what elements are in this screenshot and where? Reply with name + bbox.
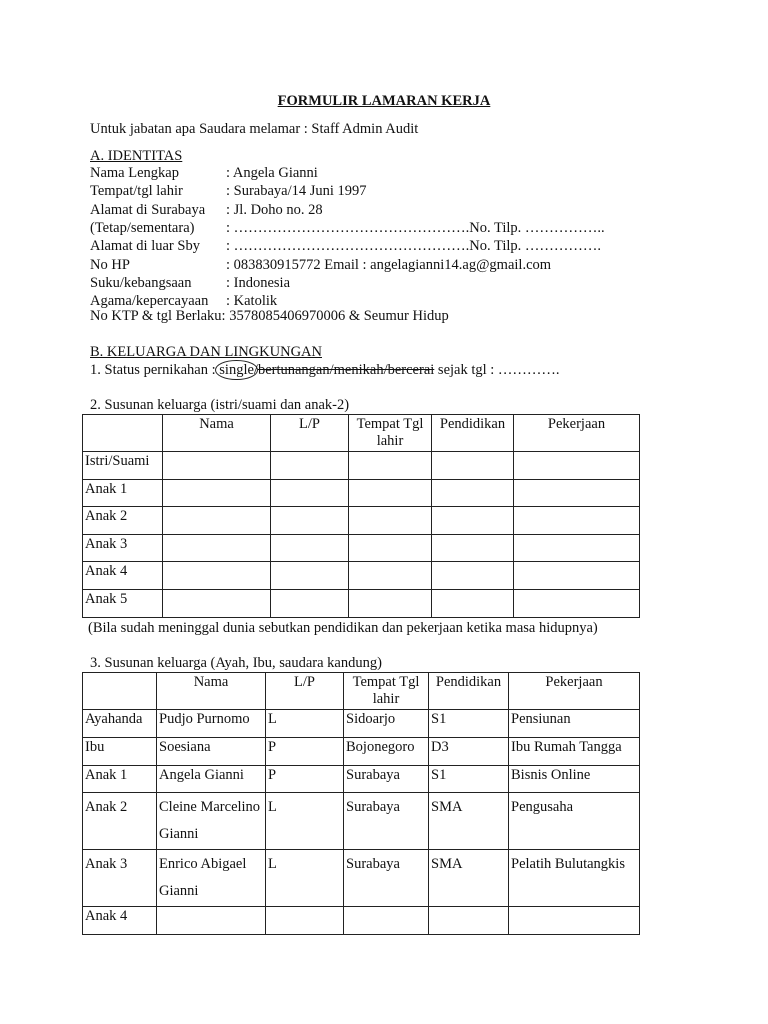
table-cell bbox=[349, 590, 432, 618]
table-cell: D3 bbox=[429, 738, 509, 766]
table-cell bbox=[271, 452, 349, 480]
identity-row bbox=[90, 220, 605, 237]
marital-status-line bbox=[90, 362, 560, 379]
table-cell: Ibu Rumah Tangga bbox=[509, 738, 640, 766]
row-label-cell: Ibu bbox=[83, 738, 157, 766]
identity-value: : Angela Gianni bbox=[226, 165, 318, 181]
table-cell: Angela Gianni bbox=[157, 766, 266, 793]
table-cell bbox=[271, 535, 349, 562]
table-cell bbox=[157, 907, 266, 935]
table-cell: Soesiana bbox=[157, 738, 266, 766]
table-row bbox=[83, 480, 640, 507]
table-cell: Enrico Abigael Gianni bbox=[157, 850, 266, 907]
table-header-cell bbox=[83, 415, 163, 452]
row-label-cell: Anak 5 bbox=[83, 590, 163, 618]
table-cell bbox=[271, 507, 349, 535]
table1-note: (Bila sudah meninggal dunia sebutkan pendidikan dan pekerjaan ketika masa hidupnya) bbox=[88, 620, 598, 636]
identity-label: Suku/kebangsaan bbox=[90, 274, 192, 291]
table-cell bbox=[514, 452, 640, 480]
table-cell bbox=[163, 452, 271, 480]
table-header-cell: Nama bbox=[163, 415, 271, 452]
position-applied-line: Untuk jabatan apa Saudara melamar : Staff Admin Audit bbox=[90, 121, 419, 137]
table-cell bbox=[432, 562, 514, 590]
row-label-cell: Anak 3 bbox=[83, 535, 163, 562]
table-cell: Bojonegoro bbox=[344, 738, 429, 766]
table-header-cell: Nama bbox=[157, 673, 266, 710]
table-cell bbox=[163, 535, 271, 562]
identity-row bbox=[90, 202, 323, 219]
row-label-cell: Istri/Suami bbox=[83, 452, 163, 480]
table-cell bbox=[432, 535, 514, 562]
row-label-cell: Anak 2 bbox=[83, 507, 163, 535]
table-row bbox=[83, 766, 640, 793]
table-cell: P bbox=[266, 738, 344, 766]
identity-value: : 083830915772 Email : angelagianni14.ag@gmail.com bbox=[226, 256, 552, 273]
row-label-cell: Ayahanda bbox=[83, 710, 157, 738]
identity-value: : Jl. Doho no. 28 bbox=[226, 201, 323, 218]
table-cell: L bbox=[266, 710, 344, 738]
table-cell bbox=[432, 507, 514, 535]
status-prefix: 1. Status pernikahan : bbox=[90, 362, 220, 378]
identity-value: : Indonesia bbox=[226, 274, 291, 291]
table-header-cell: Pendidikan bbox=[429, 673, 509, 710]
table-cell bbox=[429, 907, 509, 935]
table-header-cell: Pekerjaan bbox=[514, 415, 640, 452]
identity-row bbox=[90, 183, 367, 200]
table-cell bbox=[349, 535, 432, 562]
identity-label: No HP bbox=[90, 256, 130, 273]
table-row bbox=[83, 710, 640, 738]
table-header-cell bbox=[83, 673, 157, 710]
section-b-heading: B. KELUARGA DAN LINGKUNGAN bbox=[90, 344, 322, 360]
table-row bbox=[83, 452, 640, 480]
identity-row bbox=[90, 165, 318, 182]
table-cell bbox=[266, 907, 344, 935]
table-cell: Pelatih Bulutangkis bbox=[509, 850, 640, 907]
table-cell: Surabaya bbox=[344, 766, 429, 793]
identity-row bbox=[90, 257, 551, 274]
table-header-cell: Tempat Tgl lahir bbox=[349, 415, 432, 452]
table-cell: S1 bbox=[429, 710, 509, 738]
table-cell: Bisnis Online bbox=[509, 766, 640, 793]
identity-label: Alamat di Surabaya bbox=[90, 201, 206, 218]
table-cell bbox=[163, 590, 271, 618]
table-cell bbox=[344, 907, 429, 935]
table-row bbox=[83, 907, 640, 935]
table-cell: P bbox=[266, 766, 344, 793]
table-cell bbox=[514, 562, 640, 590]
status-separator: / bbox=[253, 362, 258, 378]
table-cell: Pensiunan bbox=[509, 710, 640, 738]
table-cell bbox=[349, 480, 432, 507]
table-cell bbox=[349, 562, 432, 590]
table-cell: L bbox=[266, 793, 344, 850]
table2-caption: 3. Susunan keluarga (Ayah, Ibu, saudara kandung) bbox=[90, 655, 382, 671]
identity-value: : ………………………………………….No. Tilp. ……………. bbox=[226, 238, 602, 255]
table-cell: SMA bbox=[429, 793, 509, 850]
row-label-cell: Anak 3 bbox=[83, 850, 157, 907]
family-table-parents-siblings bbox=[82, 672, 640, 935]
table-cell: SMA bbox=[429, 850, 509, 907]
table-header-cell: L/P bbox=[266, 673, 344, 710]
table-header-cell: Pendidikan bbox=[432, 415, 514, 452]
status-struck-options: bertunangan/menikah/bercerai bbox=[257, 362, 435, 378]
status-suffix: sejak tgl : …………. bbox=[434, 362, 560, 378]
table-cell: S1 bbox=[429, 766, 509, 793]
table-cell bbox=[271, 590, 349, 618]
family-table-spouse-children bbox=[82, 414, 640, 618]
table-cell: Surabaya bbox=[344, 793, 429, 850]
table-cell bbox=[349, 507, 432, 535]
table-row bbox=[83, 738, 640, 766]
identity-value: : Surabaya/14 Juni 1997 bbox=[226, 183, 367, 200]
table-cell bbox=[509, 907, 640, 935]
table-cell bbox=[271, 562, 349, 590]
identity-value: : Katolik bbox=[226, 293, 278, 310]
table-cell: L bbox=[266, 850, 344, 907]
table-row bbox=[83, 535, 640, 562]
table-cell: Cleine Marcelino Gianni bbox=[157, 793, 266, 850]
table-cell bbox=[163, 562, 271, 590]
table-cell bbox=[271, 480, 349, 507]
table-cell bbox=[514, 535, 640, 562]
identity-label: Nama Lengkap bbox=[90, 165, 179, 181]
table1-caption: 2. Susunan keluarga (istri/suami dan anak-2) bbox=[90, 397, 350, 413]
identity-row bbox=[90, 275, 290, 292]
identity-label: (Tetap/sementara) bbox=[90, 219, 195, 236]
table-cell: Pengusaha bbox=[509, 793, 640, 850]
table-header-cell: Tempat Tgl lahir bbox=[344, 673, 429, 710]
identity-label: Agama/kepercayaan bbox=[90, 293, 209, 310]
ktp-line: No KTP & tgl Berlaku: 3578085406970006 & Seumur Hidup bbox=[90, 308, 449, 324]
table-cell bbox=[432, 480, 514, 507]
form-title: FORMULIR LAMARAN KERJA bbox=[277, 93, 491, 109]
table-cell bbox=[163, 507, 271, 535]
section-a-heading: A. IDENTITAS bbox=[90, 148, 183, 164]
table-cell bbox=[432, 590, 514, 618]
identity-value: : ………………………………………….No. Tilp. …………….. bbox=[226, 219, 605, 236]
identity-row bbox=[90, 238, 601, 255]
identity-label: Alamat di luar Sby bbox=[90, 238, 200, 255]
table-header-cell: L/P bbox=[271, 415, 349, 452]
table-cell bbox=[514, 507, 640, 535]
table-row bbox=[83, 793, 640, 850]
row-label-cell: Anak 4 bbox=[83, 562, 163, 590]
table-row bbox=[83, 850, 640, 907]
table-cell bbox=[514, 590, 640, 618]
row-label-cell: Anak 4 bbox=[83, 907, 157, 935]
identity-label: Tempat/tgl lahir bbox=[90, 183, 183, 200]
table-cell: Sidoarjo bbox=[344, 710, 429, 738]
row-label-cell: Anak 1 bbox=[83, 766, 157, 793]
table-cell bbox=[514, 480, 640, 507]
table-cell bbox=[432, 452, 514, 480]
table-row bbox=[83, 562, 640, 590]
table-cell bbox=[349, 452, 432, 480]
table-row bbox=[83, 590, 640, 618]
table-row bbox=[83, 507, 640, 535]
table-header-cell: Pekerjaan bbox=[509, 673, 640, 710]
row-label-cell: Anak 1 bbox=[83, 480, 163, 507]
row-label-cell: Anak 2 bbox=[83, 793, 157, 850]
table-cell: Pudjo Purnomo bbox=[157, 710, 266, 738]
status-single-circled: single bbox=[219, 362, 254, 378]
table-cell: Surabaya bbox=[344, 850, 429, 907]
table-cell bbox=[163, 480, 271, 507]
